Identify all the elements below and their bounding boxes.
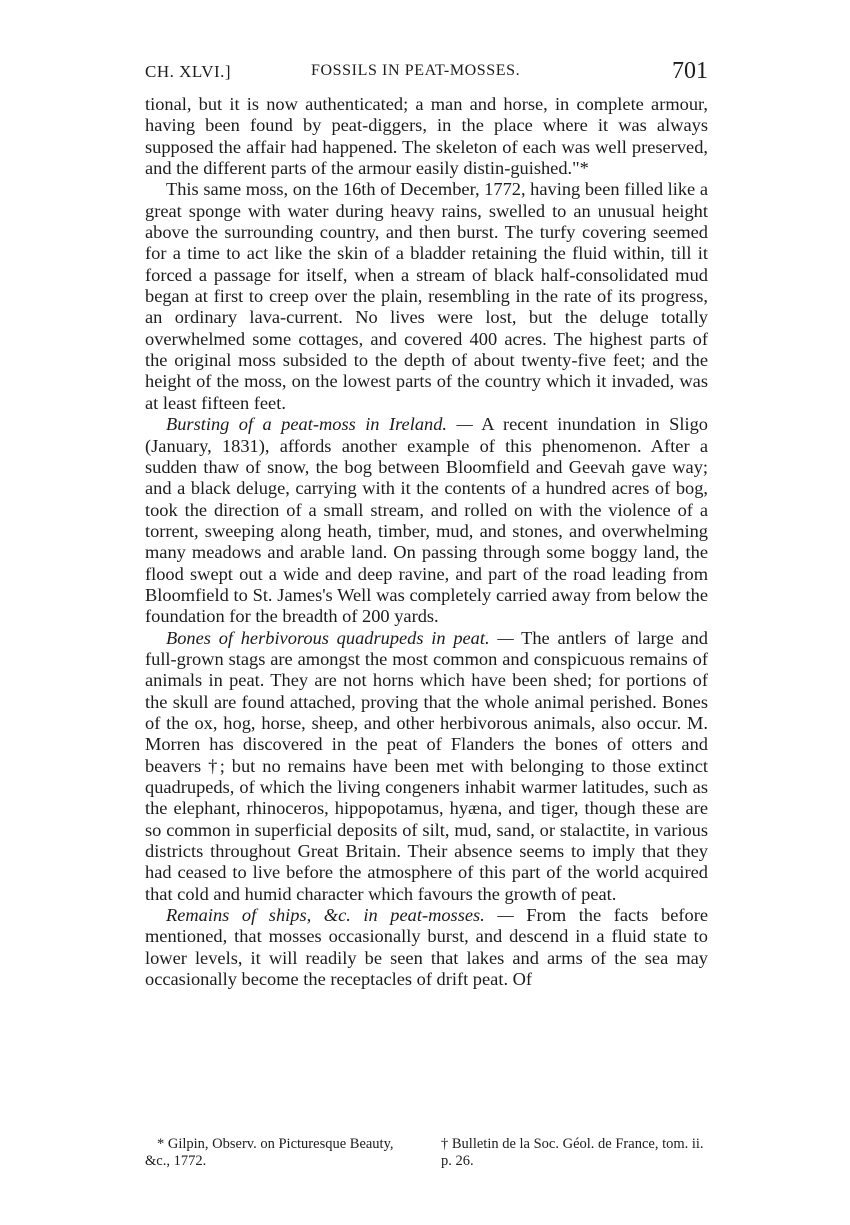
- paragraph-continuation: [145, 94, 708, 179]
- footnote-bulletin: † Bulletin de la Soc. Géol. de France, tom. ii. p. 26.: [441, 1136, 704, 1169]
- paragraph-text: This same moss, on the 16th of December, 1772, having been filled like a great sponge with water during heavy rains, swelled to an unusual height above the surrounding country, and then burst. The turfy covering seemed for a time to act like the skin of a bladder retaining the fluid within, till it forced a passage for itself, when a stream of black half-consolidated mud began at first to creep over the plain, resembling in the rate of its progress, an ordinary lava-current. No lives were lost, but the deluge totally overwhelmed some cottages, and covered 400 acres. The highest parts of the original moss subsided to the depth of about twenty-five feet; and the height of the moss, on the lowest parts of the country which it invaded, was at least fifteen feet.: [145, 179, 708, 413]
- paragraph-bursting-ireland: [145, 414, 708, 627]
- paragraph-text: tional, but it is now authenticated; a man and horse, in complete armour, having been found by peat-diggers, in the place where it was always supposed the affair had happened. The skeleton of each was well preserved, and the different parts of the armour easily distin-guished."*: [145, 94, 708, 179]
- paragraph-moss-burst: [145, 179, 708, 414]
- page-title: FOSSILS IN PEAT-MOSSES.: [311, 62, 521, 79]
- paragraph-bones-herbivorous: [145, 628, 708, 905]
- section-run-in-heading: Bones of herbivorous quadrupeds in peat. —: [166, 627, 514, 648]
- paragraph-text: The antlers of large and full-grown stags are amongst the most common and conspicuous remains of animals in peat. They are not horns which have been shed; for portions of the skull are found attached, proving that the whole animal perished. Bones of the ox, hog, horse, sheep, and other herbivorous animals, also occur. M. Morren has discovered in the peat of Flanders the bones of otters and beavers †; but no remains have been met with belonging to those extinct quadrupeds, of which the living congeners inhabit warmer latitudes, such as the elephant, rhinoceros, hippopotamus, hyæna, and tiger, though these are so common in superficial deposits of silt, mud, sand, or stalactite, in various districts throughout Great Britain. Their absence seems to imply that they had ceased to live before the atmosphere of this part of the world acquired that cold and humid character which favours the growth of peat.: [145, 627, 708, 904]
- body-text: [145, 94, 708, 990]
- paragraph-remains-ships: [145, 905, 708, 990]
- footnote-gilpin: * Gilpin, Observ. on Picturesque Beauty, &c., 1772.: [145, 1136, 394, 1169]
- paragraph-text: From the facts before mentioned, that mosses occasionally burst, and descend in a fluid state to lower levels, it will readily be seen that lakes and arms of the sea may occasionally become the receptacles of drift peat. Of: [145, 905, 708, 990]
- running-head: [145, 60, 708, 90]
- paragraph-text: A recent inundation in Sligo (January, 1831), affords another example of this phenomenon. After a sudden thaw of snow, the bog between Bloomfield and Geevah gave way; and a black deluge, carrying with it the contents of a hundred acres of bog, took the direction of a small stream, and rolled on with the violence of a torrent, sweeping along heath, timber, mud, and stones, and overwhelming many meadows and arable land. On passing through some boggy land, the flood swept out a wide and deep ravine, and part of the road leading from Bloomfield to St. James's Well was completely carried away from below the foundation for the breadth of 200 yards.: [145, 414, 708, 627]
- section-run-in-heading: Bursting of a peat-moss in Ireland. —: [166, 414, 473, 435]
- chapter-label: CH. XLVI.]: [145, 62, 232, 81]
- page-number: 701: [672, 58, 708, 84]
- section-run-in-heading: Remains of ships, &c. in peat-mosses. —: [166, 905, 514, 926]
